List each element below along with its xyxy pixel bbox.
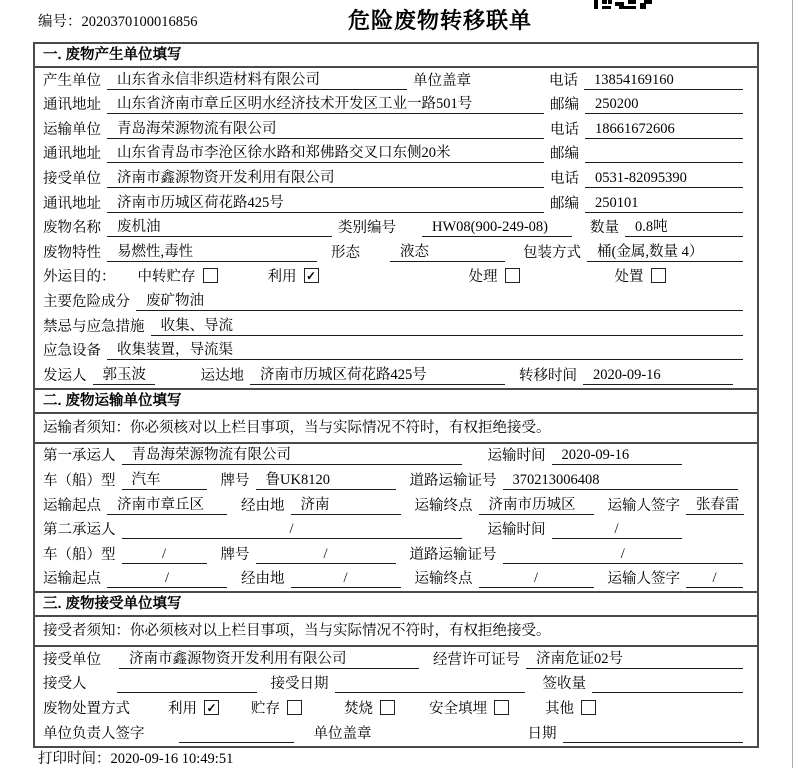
form-row [43,265,749,290]
form-section [35,44,757,388]
field-label: 废物处置方式 [43,701,130,718]
form-row [43,191,749,216]
field-value: 山东省青岛市李沧区徐水路和郑佛路交叉口东侧20米 [117,145,451,162]
field-value: 250101 [595,194,639,211]
field-label: 电话 [550,170,579,187]
field-value: 青岛海荣源物流有限公司 [117,120,277,137]
field-value: 0531-82095390 [595,169,687,186]
checkbox-checked-icon: ✓ [204,700,219,715]
field-label: 通讯地址 [43,146,101,163]
field-underline [107,141,544,163]
field-underline [583,367,733,385]
field-value: / [712,570,717,587]
field-underline [335,675,525,693]
field-value: 液态 [400,243,429,260]
field-underline [585,195,743,213]
field-label: 应急设备 [43,343,101,360]
field-label: 接受单位 [43,651,101,668]
field-label: 日期 [527,725,557,742]
form-row [43,363,749,388]
field-label: 运输单位 [43,121,101,138]
field-label: 经由地 [241,497,285,514]
field-underline [122,468,207,490]
field-value: 250200 [595,96,639,113]
field-value: 山东省济南市章丘区明水经济技术开发区工业一路501号 [117,96,473,113]
field-label: 主要危险成分 [43,293,130,310]
field-underline [584,72,743,90]
checkbox-label: 处理 [468,269,498,286]
field-underline [686,493,744,515]
checkbox-field [168,697,219,718]
field-label: 数量 [590,220,619,237]
checkbox-unchecked-icon [581,700,596,715]
field-underline [585,170,743,188]
field-value: 汽车 [131,471,161,488]
section-header: 三. 废物接受单位填写 [35,593,757,617]
field-value: 13854169160 [594,71,674,88]
form-row [43,93,749,118]
field-underline [93,363,155,385]
field-label: 道路运输证号 [409,472,497,489]
checkbox-label: 安全填埋 [429,701,487,718]
form-row [43,142,749,167]
form-row [43,672,749,697]
field-value: HW08(900-249-08) [432,219,548,236]
field-underline [136,289,743,311]
form-row [43,314,749,339]
checkbox-unchecked-icon [505,268,520,283]
form-row [43,567,749,592]
field-label: 第二承运人 [43,522,116,539]
field-underline [122,443,462,465]
form-row [43,721,749,746]
doc-number-label: 编号： [38,14,82,30]
field-label: 运输起点 [43,571,101,588]
field-label: 形态 [331,244,360,261]
checkbox-checked-icon: ✓ [304,268,319,283]
field-label: 发运人 [43,367,87,384]
field-underline [552,447,682,465]
checkbox-unchecked-icon [287,700,302,715]
checkbox-field [469,265,520,286]
field-underline [117,675,257,693]
field-value: 2020-09-16 [593,366,661,383]
field-label: 转移时间 [519,367,577,384]
section-body [35,68,757,388]
field-value: 废矿物油 [146,292,204,309]
field-value: 济南 [300,496,330,513]
form-row [43,518,749,543]
form-row [43,339,749,364]
print-time-value: 2020-09-16 10:49:51 [110,751,234,767]
field-underline [291,570,401,588]
field-underline [503,472,738,490]
section-body [35,647,757,745]
field-value: 收集装置，导流渠 [117,342,233,359]
form-row [43,647,749,672]
field-label: 运输时间 [487,448,546,465]
checkbox-unchecked-icon [380,700,395,715]
field-underline [479,570,594,588]
field-underline [291,493,401,515]
field-label: 单位盖章 [413,72,471,89]
field-label: 签收量 [542,676,586,693]
section-header: 二. 废物运输单位填写 [35,390,757,414]
field-value: 370213006408 [512,471,600,488]
print-time-label: 打印时间： [38,751,111,767]
field-label: 接受人 [43,676,87,693]
field-underline [122,546,207,564]
doc-number-value: 2020370100016856 [81,14,198,30]
checkbox-field [268,265,319,286]
field-value: / [289,521,294,538]
section-header: 一. 废物产生单位填写 [35,44,757,68]
field-value: 收集、导流 [160,317,233,334]
field-underline [625,215,743,237]
checkbox-label: 利用 [168,701,197,718]
checkbox-field [545,697,596,718]
form-row [43,542,749,567]
field-underline [107,68,407,90]
field-value: / [620,545,625,562]
field-label: 运输人签字 [607,497,680,514]
field-label: 通讯地址 [43,97,101,114]
field-value-blank [595,145,599,161]
field-value: 桶(金属,数量 4） [597,243,704,260]
checkbox-field [344,697,395,718]
field-value: 济南市历城区 [488,496,576,513]
field-underline [107,215,332,237]
field-underline [479,493,594,515]
form-row [43,240,749,265]
form-row [43,166,749,191]
field-value: 济南市鑫源物资开发利用有限公司 [129,650,347,667]
field-value: / [323,545,328,562]
form-row [43,444,749,469]
field-underline [592,675,743,693]
checkbox-label: 中转贮存 [137,269,196,286]
field-underline [151,314,744,336]
field-value-blank [189,725,193,741]
field-label: 车（船）型 [43,546,116,563]
field-underline [585,145,743,163]
field-value: 易燃性,毒性 [117,243,194,260]
field-value: 青岛海荣源物流有限公司 [131,447,291,464]
field-value: 济南市历城区荷花路425号 [117,194,284,211]
field-underline [390,240,505,262]
field-underline [256,546,396,564]
checkbox-label: 利用 [267,269,297,286]
field-value: / [161,545,167,562]
field-value: 张春雷 [696,496,740,513]
field-label: 第一承运人 [43,448,116,465]
field-value: / [533,570,539,587]
field-label: 运输起点 [43,497,101,514]
field-underline [107,191,544,213]
print-time [38,747,233,768]
field-value-blank [127,675,131,691]
field-value: 废机油 [117,219,161,236]
field-label: 邮编 [550,97,579,114]
section-body [35,444,757,592]
field-underline [122,521,462,539]
field-label: 包装方式 [523,244,581,261]
form-row [43,68,749,93]
form-row [43,468,749,493]
field-value: 18661672606 [595,120,675,137]
field-label: 接受单位 [43,170,101,187]
field-underline [107,493,227,515]
field-underline [686,570,743,588]
field-value-blank [602,675,606,691]
checkbox-field [251,697,302,718]
checkbox-unchecked-icon [494,700,509,715]
field-label: 禁忌与应急措施 [43,318,145,335]
form-section [35,591,757,745]
field-value: 济南市鑫源物资开发利用有限公司 [117,169,335,186]
field-label: 车（船）型 [43,472,116,489]
field-underline [256,468,396,490]
field-underline [552,521,682,539]
field-underline [585,96,743,114]
page-title: 危险废物转移联单 [347,8,532,33]
field-value: 郭玉波 [102,366,146,383]
field-underline [250,363,505,385]
field-label: 经由地 [241,571,285,588]
field-value: 济南市历城区荷花路425号 [260,366,427,383]
field-underline [107,117,544,139]
checkbox-field [429,697,509,718]
checkbox-label: 其他 [545,701,574,718]
checkbox-field [615,265,666,286]
field-label: 运输人签字 [607,571,680,588]
checkbox-label: 焚烧 [344,701,373,718]
checkbox-unchecked-icon [651,268,666,283]
field-label: 单位盖章 [313,725,372,742]
field-underline [107,570,227,588]
field-label: 牌号 [220,546,250,563]
form-box [33,42,759,748]
form-row [43,696,749,721]
field-underline [422,219,572,237]
field-label: 运达地 [200,367,244,384]
field-label: 通讯地址 [43,195,101,212]
section-notice: 接受者须知：你必须核对以上栏目事项，当与实际情况不符时，有权拒绝接受。 [35,617,757,647]
form-row [43,216,749,241]
field-label: 经营许可证号 [433,651,520,668]
field-label: 电话 [550,121,579,138]
field-underline [585,121,743,139]
field-label: 单位负责人签字 [43,725,145,742]
field-value: / [164,570,170,587]
field-value: 0.8吨 [635,219,668,236]
checkbox-label: 贮存 [251,701,280,718]
field-underline [107,166,544,188]
field-value: / [614,521,619,538]
field-label: 运输终点 [414,571,473,588]
field-label: 邮编 [550,146,579,163]
field-value: / [343,570,348,587]
field-value: 济南危证02号 [536,650,623,667]
field-label: 接受日期 [270,676,329,693]
field-value: 山东省永信非织造材料有限公司 [117,71,320,88]
field-underline [119,647,419,669]
checkbox-field [138,265,218,286]
field-value: 2020-09-16 [561,447,630,464]
field-label: 产生单位 [43,72,101,89]
field-value: 济南市章丘区 [117,496,204,513]
field-underline [107,240,317,262]
field-underline [107,338,743,360]
checkbox-label: 处置 [614,269,644,286]
page-edge-line [792,0,793,768]
field-label: 运输终点 [414,497,473,514]
field-value-blank [345,675,349,691]
field-label: 道路运输证号 [409,546,497,563]
form-section [35,388,757,592]
field-value-blank [573,725,577,741]
field-label: 废物特性 [43,244,101,261]
field-label: 电话 [549,72,578,89]
field-underline [587,240,743,262]
field-label: 运输时间 [487,522,546,539]
field-underline [563,725,744,743]
field-underline [107,92,544,114]
field-value: 鲁UK8120 [265,471,330,488]
field-underline [179,725,294,743]
field-underline [526,647,743,669]
form-row [43,117,749,142]
qr-code-fragment-icon [594,0,652,10]
section-notice: 运输者须知：你必须核对以上栏目事项，当与实际情况不符时，有权拒绝接受。 [35,414,757,444]
field-label: 外运目的： [43,269,116,286]
field-label: 牌号 [220,472,250,489]
field-underline [503,546,744,564]
field-label: 废物名称 [43,220,101,237]
checkbox-unchecked-icon [203,268,218,283]
form-row [43,289,749,314]
field-label: 邮编 [550,195,579,212]
form-row [43,493,749,518]
field-label: 类别编号 [338,220,396,237]
